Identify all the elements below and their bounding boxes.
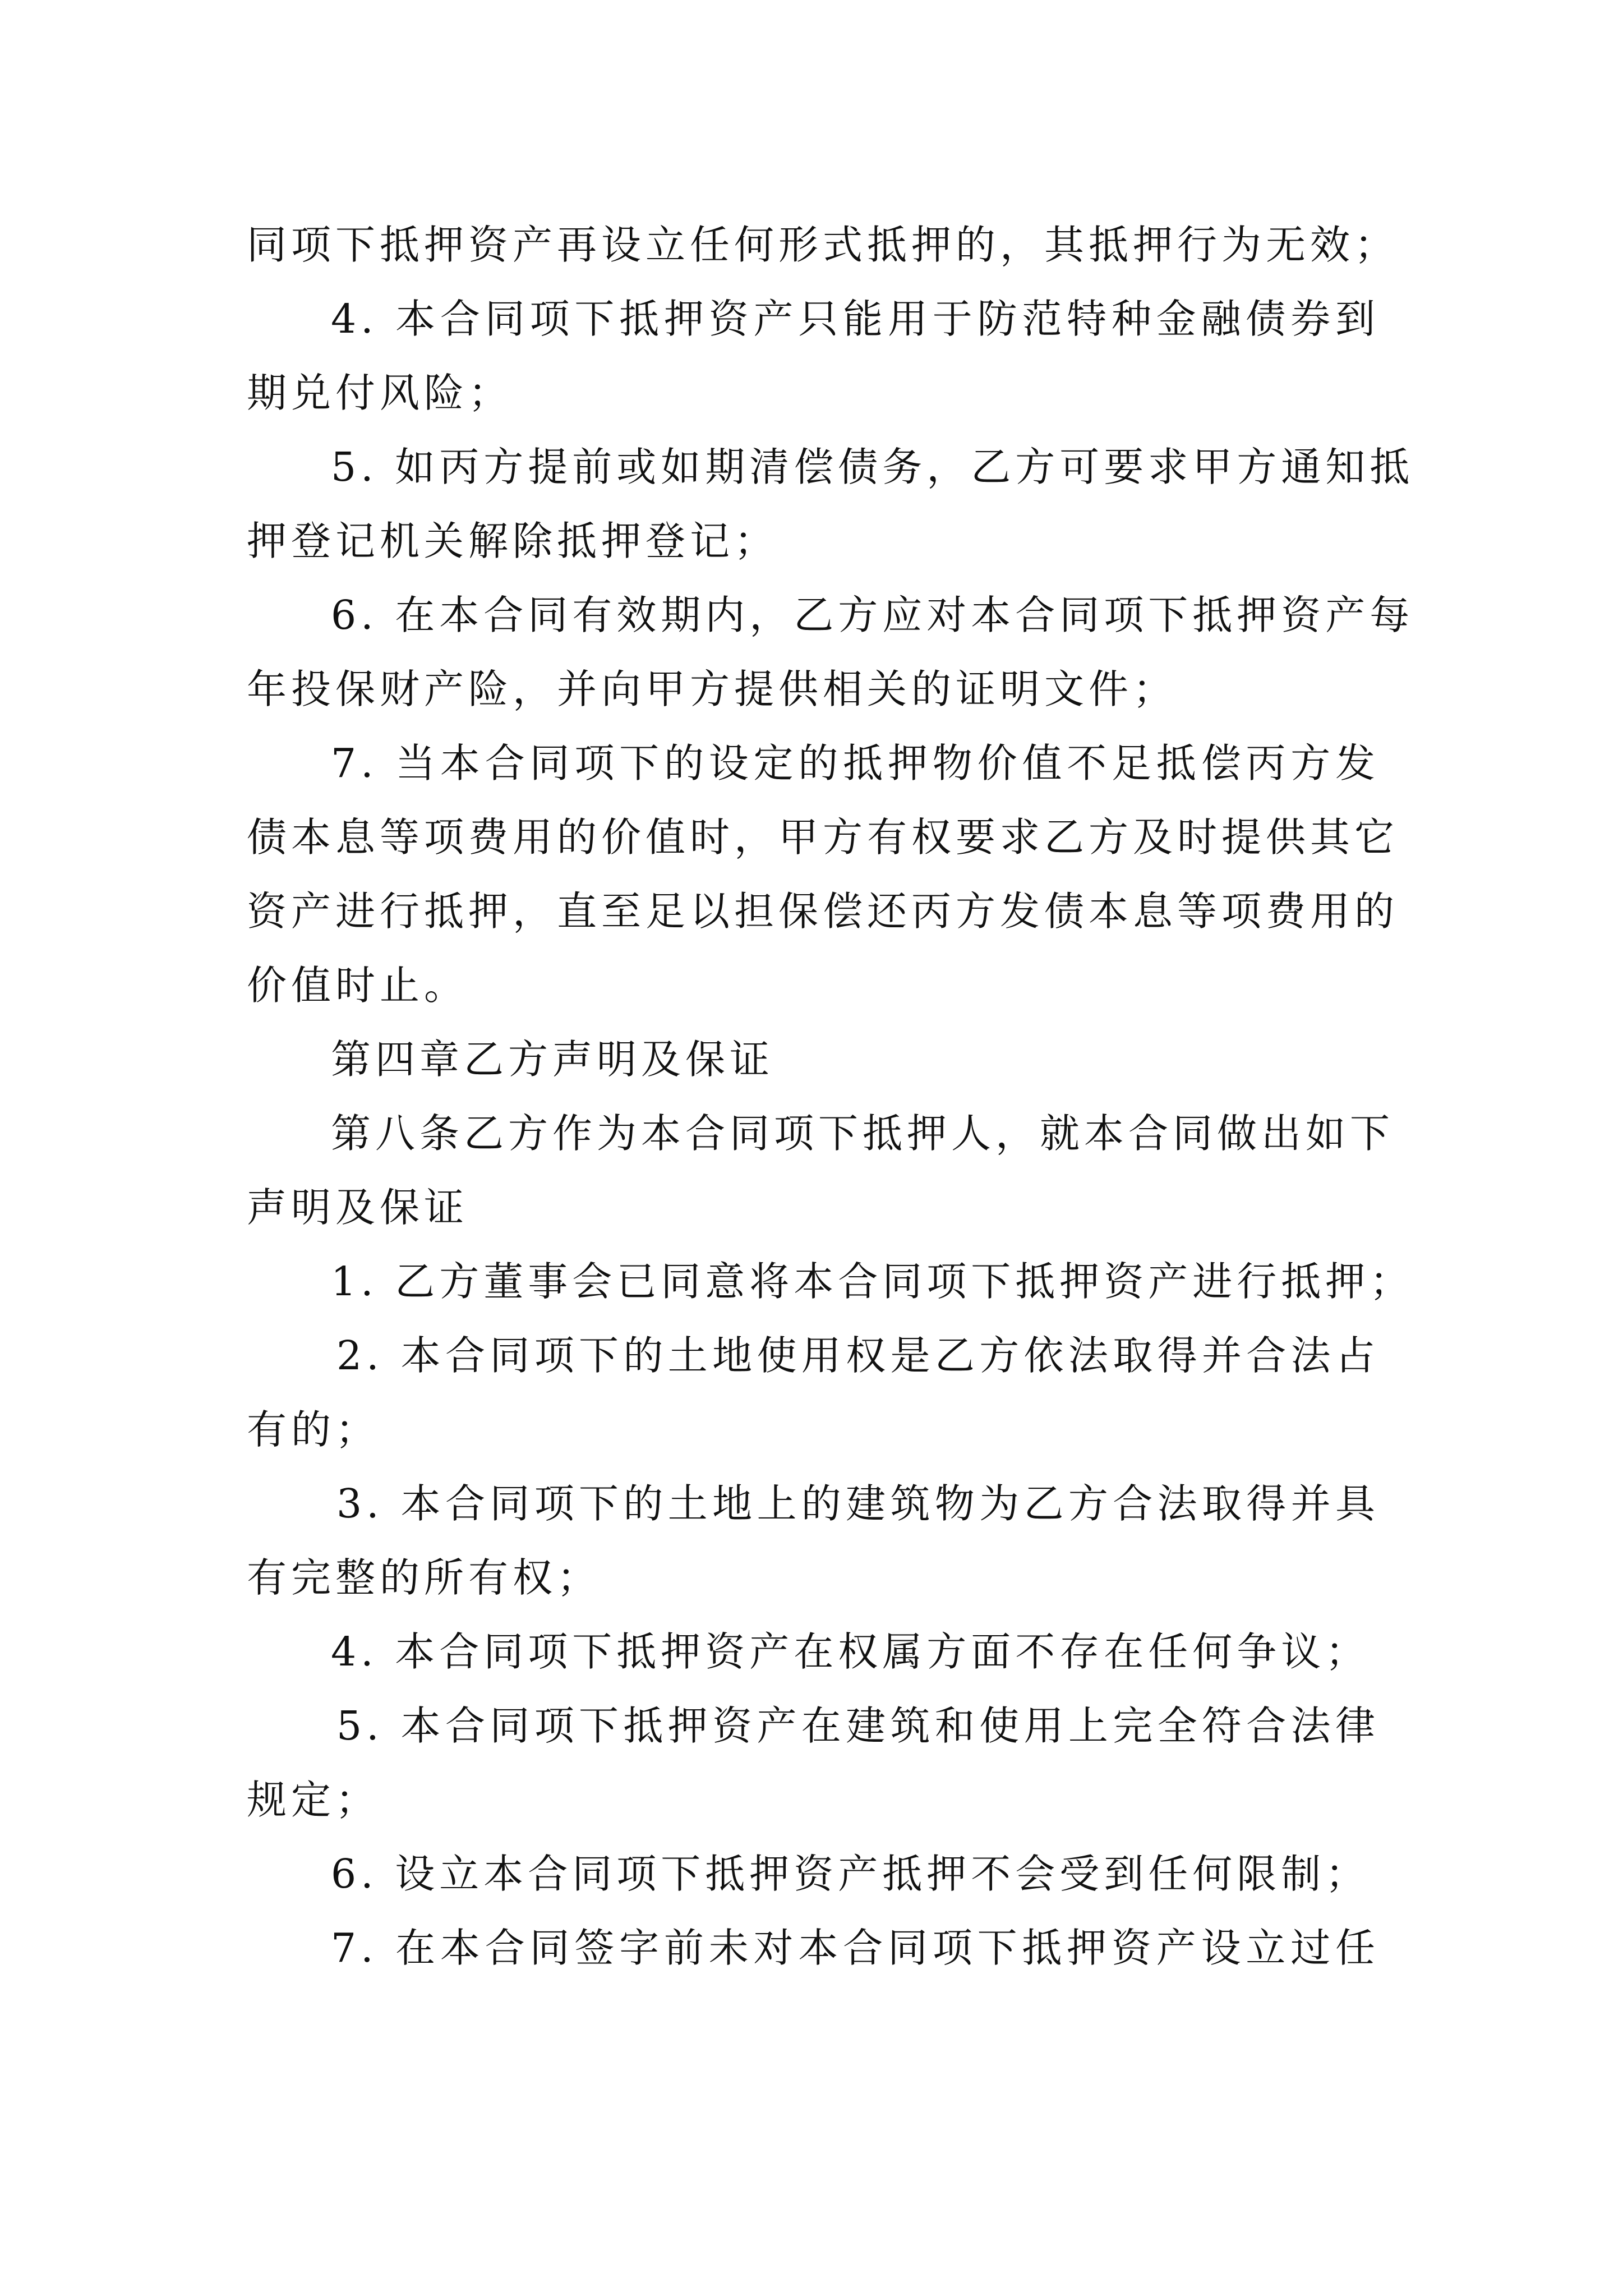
- text-line: 资产进行抵押，直至足以担保偿还丙方发债本息等项费用的: [247, 888, 1399, 935]
- text-line: 年投保财产险，并向甲方提供相关的证明文件；: [247, 666, 1178, 712]
- text-line: 价值时止。: [247, 962, 469, 1009]
- text-line: 声明及保证: [247, 1184, 469, 1231]
- text-line: 7. 当本合同项下的设定的抵押物价值不足抵偿丙方发: [331, 740, 1380, 786]
- text-line: 3. 本合同项下的土地上的建筑物为乙方合法取得并具: [336, 1480, 1380, 1527]
- text-line: 2. 本合同项下的土地使用权是乙方依法取得并合法占: [336, 1332, 1380, 1379]
- text-line: 有的；: [247, 1406, 380, 1453]
- text-line: 同项下抵押资产再设立任何形式抵押的，其抵押行为无效；: [247, 222, 1399, 268]
- text-line: 债本息等项费用的价值时，甲方有权要求乙方及时提供其它: [247, 814, 1399, 861]
- text-line: 4. 本合同项下抵押资产只能用于防范特种金融债券到: [331, 296, 1380, 342]
- text-line: 7. 在本合同签字前未对本合同项下抵押资产设立过任: [331, 1925, 1380, 1971]
- chapter-heading: 第四章乙方声明及保证: [331, 1036, 774, 1083]
- text-line: 有完整的所有权；: [247, 1554, 602, 1601]
- text-line: 押登记机关解除抵押登记；: [247, 518, 779, 564]
- text-line: 4. 本合同项下抵押资产在权属方面不存在任何争议；: [331, 1628, 1370, 1675]
- text-line: 5. 本合同项下抵押资产在建筑和使用上完全符合法律: [336, 1703, 1380, 1749]
- text-line: 规定；: [247, 1777, 380, 1823]
- text-line: 期兑付风险；: [247, 370, 513, 416]
- text-line: 5. 如丙方提前或如期清偿债务，乙方可要求甲方通知抵: [331, 444, 1414, 490]
- text-line: 第八条乙方作为本合同项下抵押人，就本合同做出如下: [331, 1110, 1395, 1157]
- text-line: 6. 设立本合同项下抵押资产抵押不会受到任何限制；: [331, 1851, 1370, 1897]
- text-line: 6. 在本合同有效期内，乙方应对本合同项下抵押资产每: [331, 592, 1414, 638]
- text-line: 1. 乙方董事会已同意将本合同项下抵押资产进行抵押；: [331, 1258, 1414, 1305]
